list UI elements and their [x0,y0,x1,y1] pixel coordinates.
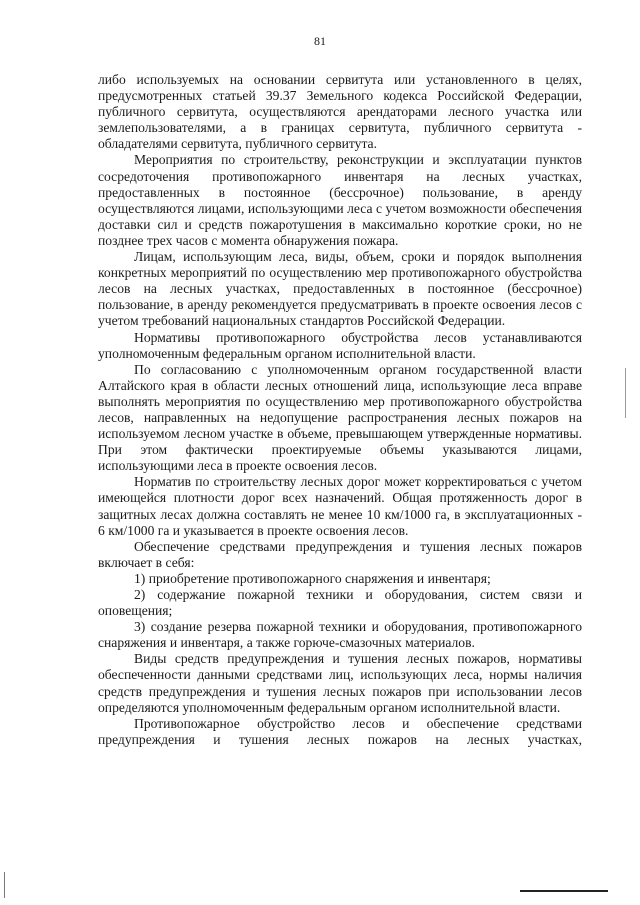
paragraph: Противопожарное обустройство лесов и обеспечение средствами предупреждения и тушения лесных пожаров на лесных участках, [98,715,582,747]
paragraph: либо используемых на основании сервитута или установленного в целях, предусмотренных статьей 39.37 Земельного кодекса Российской Федерации, публичного сервитута, осуществляются арендаторами лесного участка или землепользователями, а в границах сервитута, публичного сервитута - обладателями сервитута, публичного сервитута. [98,72,582,152]
page-number: 81 [314,34,326,48]
paragraph: Виды средств предупреждения и тушения лесных пожаров, нормативы обеспеченности данными средствами лиц, использующих леса, нормы наличия средств предупреждения и тушения лесных пожаров при использовании лесов определяются уполномоченным федеральным органом исполнительной власти. [98,651,582,715]
list-item: 2) содержание пожарной техники и оборудования, систем связи и оповещения; [98,587,582,619]
list-item: 3) создание резерва пожарной техники и оборудования, противопожарного снаряжения и инвентаря, а также горюче-смазочных материалов. [98,619,582,651]
paragraph: Нормативы противопожарного обустройства лесов устанавливаются уполномоченным федеральным органом исполнительной власти. [98,329,582,361]
paragraph: Лицам, использующим леса, виды, объем, сроки и порядок выполнения конкретных мероприятий по осуществлению мер противопожарного обустройства лесов на лесных участках, предоставленных в постоянное (бессрочное) пользование, в аренду рекомендуется предусматривать в проекте освоения лесов с учетом требований национальных стандартов Российской Федерации. [98,249,582,329]
document-body [98,72,582,748]
list-item: 1) приобретение противопожарного снаряжения и инвентаря; [134,570,491,586]
paragraph: По согласованию с уполномоченным органом государственной власти Алтайского края в области лесных отношений лица, использующие леса вправе выполнять мероприятия по осуществлению мер противопожарного обустройства лесов, направленных на недопущение распространения лесных пожаров на используемом лесном участке в объеме, превышающем утвержденные нормативы. При этом фактически проектируемые объемы указываются лицами, использующими леса в проекте освоения лесов. [98,361,582,474]
scan-mark [4,872,5,898]
paragraph: Норматив по строительству лесных дорог может корректироваться с учетом имеющейся плотности дорог всех назначений. Общая протяженность дорог в защитных лесах должна составлять не менее 10 км/1000 га, в эксплуатационных - 6 км/1000 га и указывается в проекте освоения лесов. [98,474,582,538]
bottom-rule [520,890,608,892]
paragraph: Обеспечение средствами предупреждения и тушения лесных пожаров включает в себя: [98,538,582,570]
scan-mark [625,368,626,418]
paragraph: Мероприятия по строительству, реконструкции и эксплуатации пунктов сосредоточения противопожарного инвентаря на лесных участках, предоставленных в постоянное (бессрочное) пользование, в аренду осуществляются лицами, использующими леса с учетом возможности обеспечения доставки сил и средств пожаротушения в максимально короткие сроки, но не позднее трех часов с момента обнаружения пожара. [98,152,582,248]
